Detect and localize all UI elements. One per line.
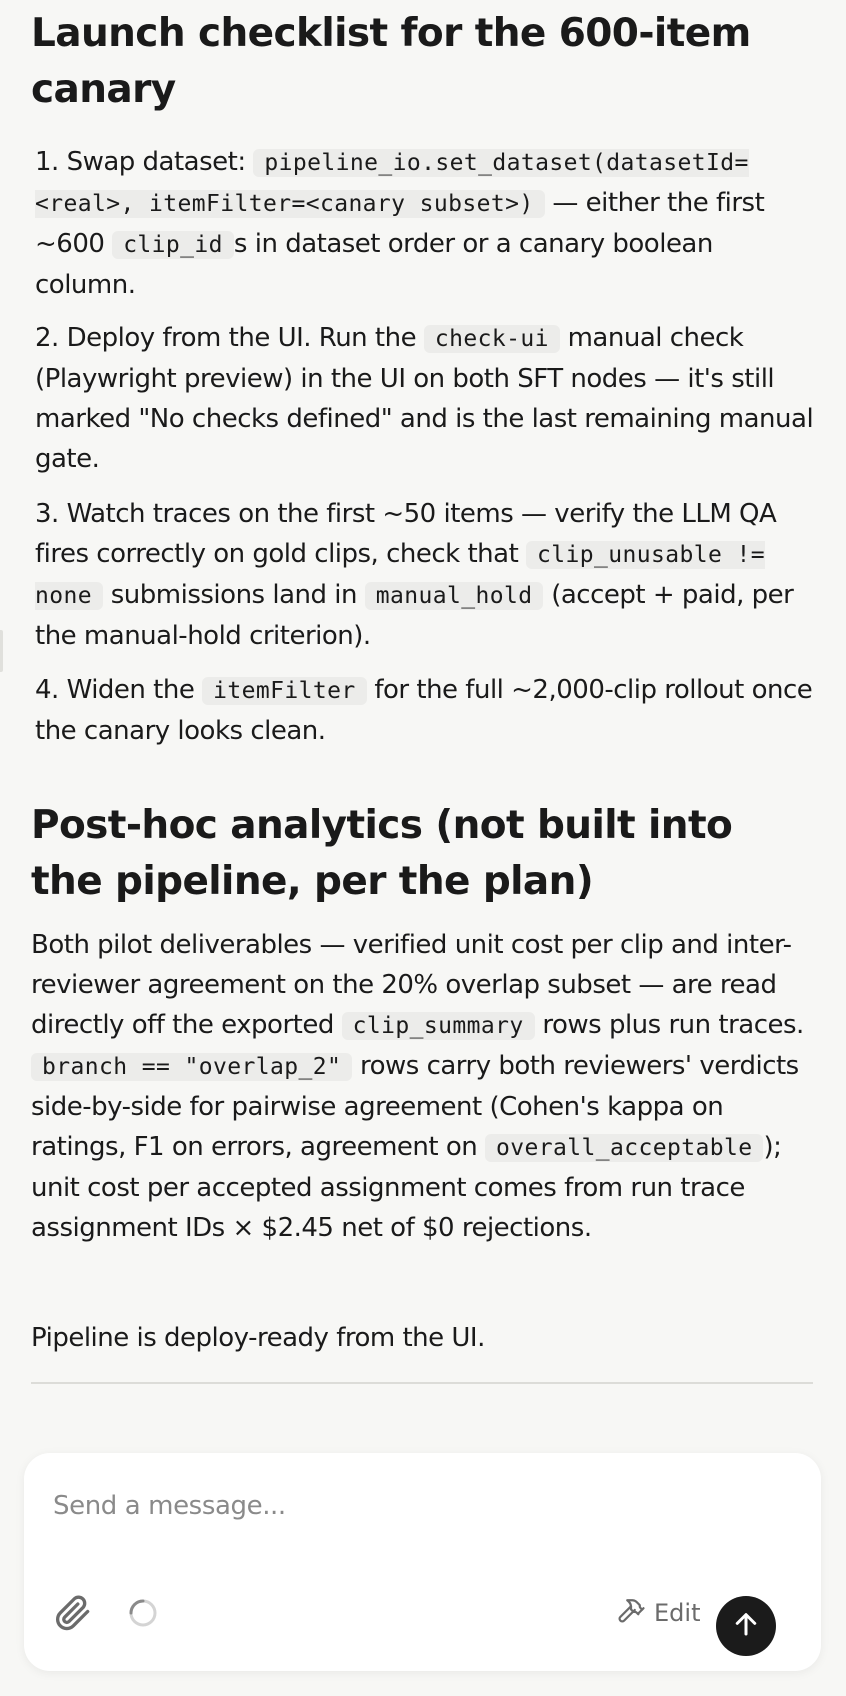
inline-code: check-ui	[424, 325, 560, 353]
heading-launch-checklist: Launch checklist for the 600-item canary	[31, 11, 751, 112]
message-composer	[24, 1453, 821, 1671]
inline-code: clip_unusable != none	[35, 542, 766, 609]
paperclip-icon[interactable]	[52, 1593, 92, 1633]
send-button[interactable]	[716, 1596, 776, 1656]
inline-code: itemFilter	[202, 677, 366, 705]
scroll-edge-marker	[0, 630, 3, 672]
message-input[interactable]	[51, 1475, 795, 1537]
posthoc-paragraph: Both pilot deliverables — verified unit cost per clip and inter-reviewer agreement on the 20% overlap subset — are read directly off the exported clip_summary rows plus run traces. branch == "overlap_2" rows carry both reviewers' verdicts side-by-side for pairwise agreement (Cohen's kappa on ratings, F1 on errors, agreement on overall_acceptable ); unit cost per accepted assignment comes from run trace assignment IDs × $2.45 net of $0 rejections.	[31, 930, 804, 1243]
arrow-up-icon	[731, 1609, 761, 1644]
inline-code: clip_id	[112, 231, 234, 259]
inline-code: clip_summary	[342, 1012, 535, 1040]
closing-line: Pipeline is deploy-ready from the UI.	[31, 1323, 485, 1353]
divider	[31, 1382, 813, 1384]
inline-code: manual_hold	[365, 582, 544, 610]
inline-code: branch == "overlap_2"	[31, 1053, 352, 1081]
inline-code: overall_acceptable	[485, 1134, 763, 1162]
checklist-item-2: 2. Deploy from the UI. Run the check-ui manual check (Playwright preview) in the UI on both SFT nodes — it's still marked "No checks defined" and is the last remaining manual gate.	[35, 323, 814, 474]
checklist-item-1: 1. Swap dataset: pipeline_io.set_dataset(datasetId=<real>, itemFilter=<canary subset>) — either the first ~600 clip_id s in dataset order or a canary boolean column.	[35, 147, 765, 300]
edit-button[interactable]	[616, 1592, 700, 1634]
hammer-icon	[616, 1595, 646, 1631]
edit-label: Edit	[654, 1599, 701, 1627]
loading-spinner-icon	[126, 1596, 160, 1630]
heading-posthoc-analytics: Post-hoc analytics (not built into the pipeline, per the plan)	[31, 803, 733, 904]
checklist-item-4: 4. Widen the itemFilter for the full ~2,000-clip rollout once the canary looks clean.	[35, 675, 813, 746]
inline-code: pipeline_io.set_dataset(datasetId=<real>, itemFilter=<canary subset>)	[35, 150, 749, 217]
checklist-item-3: 3. Watch traces on the first ~50 items — verify the LLM QA fires correctly on gold clips, check that clip_unusable != none submissions land in manual_hold (accept + paid, per the manual-hold criterion).	[35, 499, 794, 651]
